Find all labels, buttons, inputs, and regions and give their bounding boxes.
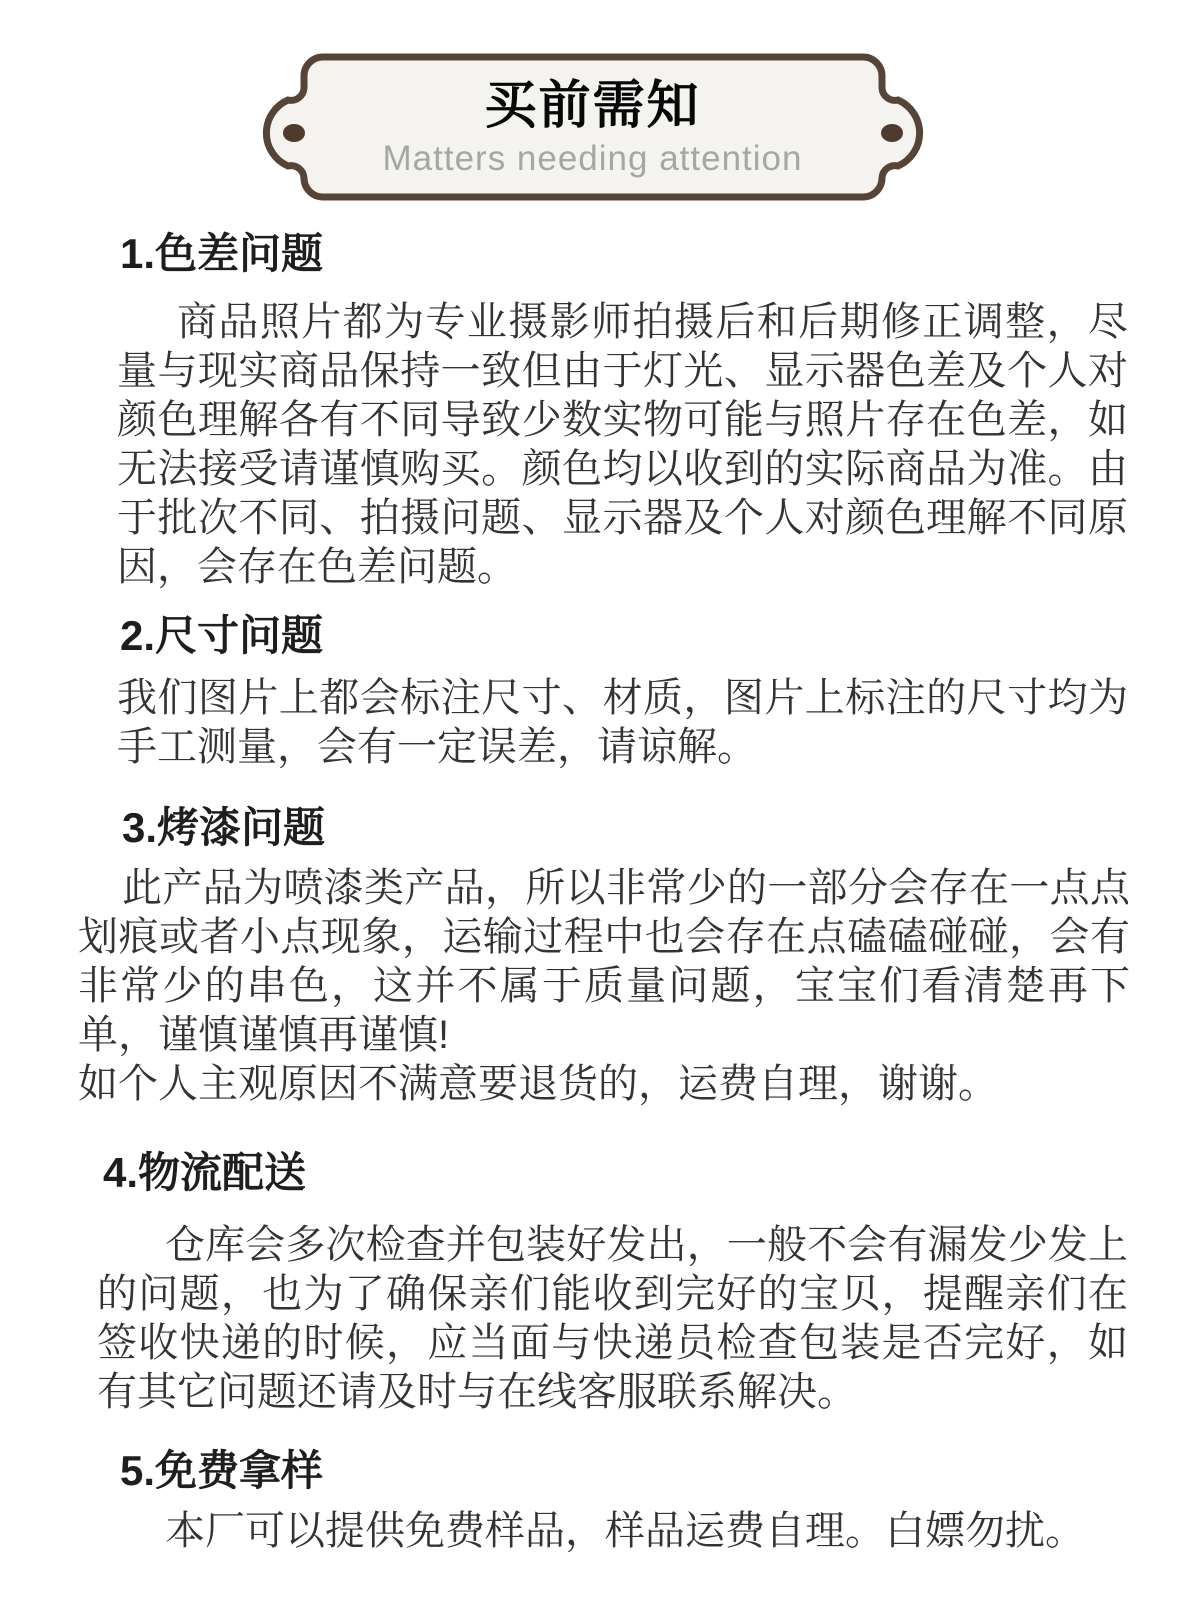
section-paragraph: 我们图片上都会标注尺寸、材质，图片上标注的尺寸均为手工测量，会有一定误差，请谅解。 [117, 676, 1128, 769]
section-heading: 4.物流配送 [103, 1149, 307, 1196]
section-paint [0, 800, 1185, 1109]
section-heading: 2.尺寸问题 [120, 612, 324, 659]
section-heading: 1.色差问题 [120, 230, 324, 277]
page-subtitle: Matters needing attention [382, 139, 803, 178]
section-paragraph: 商品照片都为专业摄影师拍摄后和后期修正调整，尽量与现实商品保持一致但由于灯光、显示器色差及个人对颜色理解各有不同导致少数实物可能与照片存在色差，如无法接受请谨慎购买。颜色均以收到的实际商品为准。由于批次不同、拍摄问题、显示器及个人对颜色理解不同原因，会存在色差问题。 [117, 300, 1128, 589]
section-paragraph: 仓库会多次检查并包装好发出，一般不会有漏发少发上的问题，也为了确保亲们能收到完好的宝贝，提醒亲们在签收快递的时候，应当面与快递员检查包装是否完好，如有其它问题还请及时与在线客服联系解决。 [97, 1223, 1128, 1414]
section-size [0, 608, 1185, 772]
page-title: 买前需知 [484, 77, 701, 135]
plaque-text [253, 52, 933, 202]
header-plaque [253, 52, 933, 202]
section-heading: 3.烤漆问题 [122, 804, 326, 851]
section-paragraph: 如个人主观原因不满意要退货的，运费自理，谢谢。 [78, 1062, 998, 1106]
section-paragraph: 此产品为喷漆类产品，所以非常少的一部分会存在一点点划痕或者小点现象，运输过程中也会存在点磕磕碰碰，会有非常少的串色，这并不属于质量问题，宝宝们看清楚再下单，谨慎谨慎再谨慎! [78, 866, 1130, 1057]
section-free-sample [0, 1443, 1185, 1556]
section-color-difference [0, 226, 1185, 592]
section-heading: 5.免费拿样 [120, 1447, 324, 1494]
notice-page [0, 52, 1185, 1569]
section-paragraph: 本厂可以提供免费样品，样品运费自理。白嫖勿扰。 [165, 1509, 1085, 1553]
section-logistics [0, 1145, 1185, 1417]
